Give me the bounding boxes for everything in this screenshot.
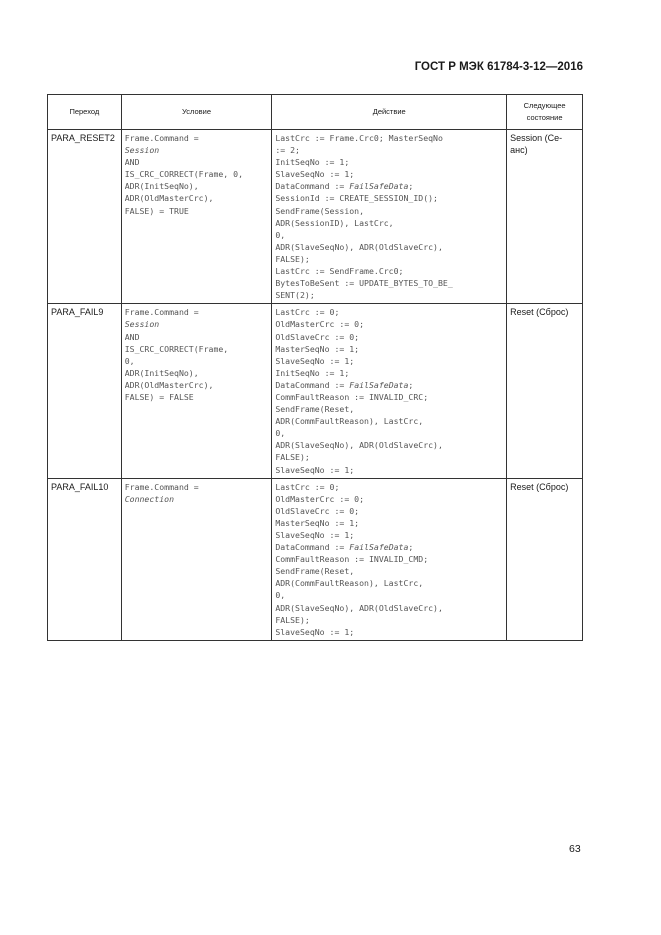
action-code-line: SlaveSeqNo := 1;	[275, 626, 355, 637]
action-code-line: DataCommand := FailSafeData;	[275, 379, 414, 390]
header-transition: Переход	[48, 95, 122, 130]
condition-code-line: IS_CRC_CORRECT(Frame, 0,	[124, 169, 244, 180]
action-code-line: LastCrc := SendFrame.Crc0;	[275, 266, 404, 277]
action-code-line: SendFrame(Reset,	[275, 566, 355, 577]
action-code-line: DataCommand := FailSafeData;	[275, 542, 414, 553]
action-code-line: LastCrc := 0;	[275, 481, 340, 492]
action-code-line: DataCommand := FailSafeData;	[275, 181, 414, 192]
condition-code-line: Frame.Command =	[124, 481, 199, 492]
next-state-line1: Reset (Сброс)	[510, 481, 569, 492]
action-code-line: 0,	[275, 590, 286, 601]
action-code-line: ADR(SlaveSeqNo), ADR(OldSlaveCrc),	[275, 602, 443, 613]
action-code-line: := 2;	[275, 145, 300, 156]
page-number: 63	[569, 843, 581, 855]
state-transition-table	[47, 94, 583, 641]
action-cell	[272, 478, 507, 640]
condition-cell	[121, 478, 272, 640]
condition-code-line: IS_CRC_CORRECT(Frame,	[124, 343, 229, 354]
action-code-line: SendFrame(Session,	[275, 205, 365, 216]
action-code-line: SlaveSeqNo := 1;	[275, 169, 355, 180]
action-code-line: FALSE);	[275, 614, 310, 625]
action-code-line: InitSeqNo := 1;	[275, 367, 350, 378]
action-code-line: CommFaultReason := INVALID_CRC;	[275, 391, 429, 402]
action-code-line: ADR(SlaveSeqNo), ADR(OldSlaveCrc),	[275, 440, 443, 451]
condition-code-line: 0,	[124, 355, 135, 366]
condition-cell	[121, 130, 272, 304]
condition-code-line: Connection	[124, 493, 175, 504]
action-code-line: 0,	[275, 229, 286, 240]
action-code-line: SlaveSeqNo := 1;	[275, 530, 355, 540]
action-cell	[272, 304, 507, 478]
action-code-line: ADR(SlaveSeqNo), ADR(OldSlaveCrc),	[275, 241, 443, 252]
header-action: Действие	[272, 95, 507, 130]
condition-code-line: Frame.Command =	[124, 133, 199, 143]
transition-name: PARA_FAIL10	[48, 478, 122, 640]
action-code-line: FALSE);	[275, 452, 310, 463]
action-code-line: MasterSeqNo := 1;	[275, 343, 360, 354]
table-row	[48, 304, 583, 478]
transition-name: PARA_RESET2	[48, 130, 122, 304]
action-code-line: SendFrame(Reset,	[275, 404, 355, 415]
action-code-line: LastCrc := Frame.Crc0; MasterSeqNo	[275, 133, 443, 143]
header-next-state-line2: состояние	[526, 113, 563, 122]
next-state	[507, 130, 583, 304]
document-code: ГОСТ Р МЭК 61784-3-12—2016	[414, 61, 583, 73]
action-code-line: SlaveSeqNo := 1;	[275, 355, 355, 366]
condition-code-line: AND	[124, 157, 140, 168]
next-state-line1: Session (Се-	[510, 133, 563, 143]
action-code-line: OldSlaveCrc := 0;	[275, 331, 360, 342]
action-code-line: OldMasterCrc := 0;	[275, 319, 365, 330]
next-state	[507, 478, 583, 640]
header-next-state-line1: Следующее	[523, 101, 566, 110]
condition-code-line: FALSE) = FALSE	[124, 391, 194, 402]
transition-name: PARA_FAIL9	[48, 304, 122, 478]
condition-code-line: Session	[124, 145, 160, 156]
action-code-line: InitSeqNo := 1;	[275, 157, 350, 168]
action-code-line: CommFaultReason := INVALID_CMD;	[275, 554, 429, 565]
action-code-line: OldMasterCrc := 0;	[275, 493, 365, 504]
condition-code-line: FALSE) = TRUE	[124, 205, 189, 216]
condition-cell	[121, 304, 272, 478]
action-code-line: OldSlaveCrc := 0;	[275, 505, 360, 516]
action-code-line: FALSE);	[275, 253, 310, 264]
condition-code-line: ADR(OldMasterCrc),	[124, 379, 214, 390]
action-code-line: 0,	[275, 428, 286, 439]
action-code-line: SENT(2);	[275, 290, 315, 301]
action-code-line: BytesToBeSent := UPDATE_BYTES_TO_BE_	[275, 278, 453, 289]
next-state-line2: анс)	[510, 145, 528, 155]
condition-code-line: Frame.Command =	[124, 307, 199, 318]
header-next-state	[507, 95, 583, 130]
table-header-row	[48, 95, 583, 130]
condition-code-line: ADR(InitSeqNo),	[124, 181, 199, 192]
table-row	[48, 130, 583, 304]
action-code-line: SlaveSeqNo := 1;	[275, 464, 355, 475]
action-code-line: MasterSeqNo := 1;	[275, 517, 360, 528]
condition-code-line: ADR(InitSeqNo),	[124, 367, 199, 378]
action-code-line: ADR(SessionID), LastCrc,	[275, 217, 394, 228]
header-condition: Условие	[121, 95, 272, 130]
action-code-line: ADR(CommFaultReason), LastCrc,	[275, 416, 424, 427]
condition-code-line: ADR(OldMasterCrc),	[124, 193, 214, 204]
action-code-line: ADR(CommFaultReason), LastCrc,	[275, 578, 424, 589]
action-code-line: SessionId := CREATE_SESSION_ID();	[275, 193, 438, 204]
condition-code-line: AND	[124, 331, 140, 342]
next-state-line1: Reset (Сброс)	[510, 307, 569, 318]
action-code-line: LastCrc := 0;	[275, 307, 340, 318]
condition-code-line: Session	[124, 319, 160, 330]
action-cell	[272, 130, 507, 304]
next-state	[507, 304, 583, 478]
table-row	[48, 478, 583, 640]
